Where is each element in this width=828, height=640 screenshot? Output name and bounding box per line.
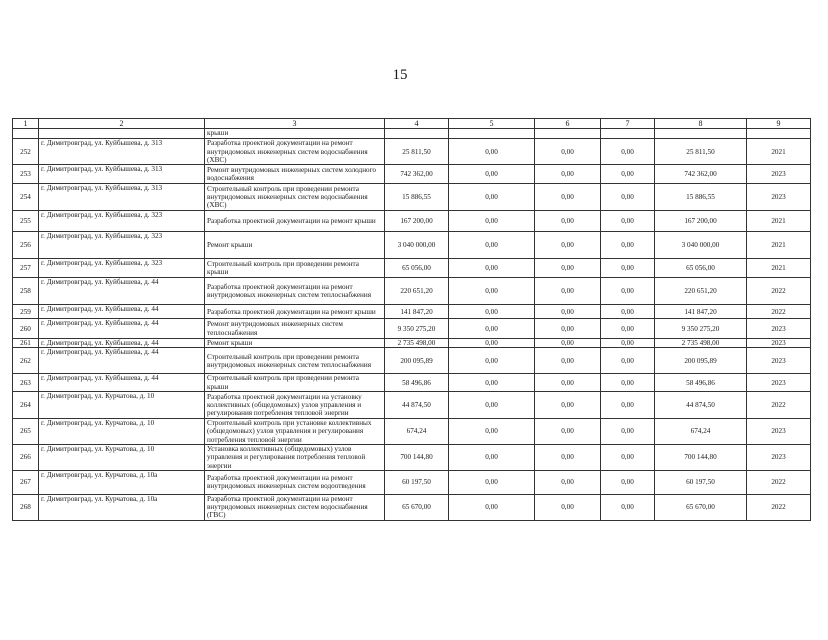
works-table <box>12 118 811 521</box>
row-year: 2021 <box>747 259 811 278</box>
row-value-col6: 0,00 <box>535 444 601 470</box>
row-value-col8: 141 847,20 <box>655 305 747 319</box>
row-work-description: Строительный контроль при проведении ремонта крыши <box>205 259 385 278</box>
row-address: г. Димитровград, ул. Куйбышева, д. 323 <box>39 259 205 278</box>
row-year: 2021 <box>747 232 811 259</box>
row-year: 2023 <box>747 319 811 339</box>
row-value-col5: 0,00 <box>449 232 535 259</box>
row-value-col5: 0,00 <box>449 139 535 165</box>
table-row <box>13 184 811 211</box>
row-total-cost: 3 040 000,00 <box>385 232 449 259</box>
row-number: 263 <box>13 374 39 392</box>
row-value-col7: 0,00 <box>601 374 655 392</box>
row-work-description: Ремонт внутридомовых инженерных систем теплоснабжения <box>205 319 385 339</box>
row-value-col7: 0,00 <box>601 339 655 348</box>
row-value-col7: 0,00 <box>601 184 655 211</box>
row-value-col6: 0,00 <box>535 278 601 305</box>
row-address: г. Димитровград, ул. Курчатова, д. 10а <box>39 470 205 494</box>
row-value-col7: 0,00 <box>601 305 655 319</box>
row-value-col8: 44 874,50 <box>655 392 747 419</box>
row-number: 254 <box>13 184 39 211</box>
row-number: 260 <box>13 319 39 339</box>
row-value-col5: 0,00 <box>449 184 535 211</box>
row-value-col5: 0,00 <box>449 392 535 419</box>
row-total-cost: 700 144,80 <box>385 444 449 470</box>
row-value-col8: 2 735 498,00 <box>655 339 747 348</box>
row-value-col8: 58 496,86 <box>655 374 747 392</box>
row-value-col6: 0,00 <box>535 184 601 211</box>
row-address: г. Димитровград, ул. Куйбышева, д. 44 <box>39 278 205 305</box>
row-value-col7: 0,00 <box>601 419 655 445</box>
row-value-col5: 0,00 <box>449 470 535 494</box>
row-value-col7: 0,00 <box>601 392 655 419</box>
row-year: 2022 <box>747 392 811 419</box>
row-value-col8: 3 040 000,00 <box>655 232 747 259</box>
table-row <box>13 419 811 445</box>
row-value-col6: 0,00 <box>535 339 601 348</box>
row-work-description: Ремонт внутридомовых инженерных систем холодного водоснабжения <box>205 165 385 184</box>
row-number: 257 <box>13 259 39 278</box>
row-number: 259 <box>13 305 39 319</box>
row-number: 262 <box>13 348 39 374</box>
row-value-col5: 0,00 <box>449 339 535 348</box>
row-value-col7: 0,00 <box>601 165 655 184</box>
row-address: г. Димитровград, ул. Курчатова, д. 10 <box>39 419 205 445</box>
row-work-description: Разработка проектной документации на ремонт крыши <box>205 305 385 319</box>
row-year: 2022 <box>747 305 811 319</box>
row-value-col8: 700 144,80 <box>655 444 747 470</box>
row-value-col7: 0,00 <box>601 259 655 278</box>
table-row <box>13 392 811 419</box>
column-number: 6 <box>535 119 601 129</box>
row-total-cost: 65 056,00 <box>385 259 449 278</box>
row-value-col7: 0,00 <box>601 470 655 494</box>
row-year: 2021 <box>747 211 811 232</box>
row-address: г. Димитровград, ул. Куйбышева, д. 44 <box>39 374 205 392</box>
row-address: г. Димитровград, ул. Куйбышева, д. 44 <box>39 348 205 374</box>
column-number-row <box>13 119 811 129</box>
row-value-col6: 0,00 <box>535 139 601 165</box>
row-number: 255 <box>13 211 39 232</box>
row-value-col6: 0,00 <box>535 232 601 259</box>
row-address: г. Димитровград, ул. Куйбышева, д. 313 <box>39 184 205 211</box>
row-value-col6: 0,00 <box>535 165 601 184</box>
row-value-col7: 0,00 <box>601 319 655 339</box>
row-total-cost: 2 735 498,00 <box>385 339 449 348</box>
row-value-col8: 25 811,50 <box>655 139 747 165</box>
row-value-col5: 0,00 <box>449 305 535 319</box>
row-value-col8: 65 670,00 <box>655 494 747 520</box>
table-row <box>13 278 811 305</box>
row-work-description: Установка коллективных (общедомовых) узлов управления и регулирования потребления тепловой энергии <box>205 444 385 470</box>
row-year: 2022 <box>747 278 811 305</box>
row-address: г. Димитровград, ул. Курчатова, д. 10 <box>39 392 205 419</box>
row-value-col8: 220 651,20 <box>655 278 747 305</box>
row-year: 2023 <box>747 374 811 392</box>
row-total-cost: 58 496,86 <box>385 374 449 392</box>
row-total-cost: 167 200,00 <box>385 211 449 232</box>
row-work-description: Разработка проектной документации на ремонт крыши <box>205 211 385 232</box>
row-year: 2023 <box>747 419 811 445</box>
row-total-cost: 220 651,20 <box>385 278 449 305</box>
row-number: 266 <box>13 444 39 470</box>
row-number: 253 <box>13 165 39 184</box>
table-row <box>13 211 811 232</box>
row-number: 261 <box>13 339 39 348</box>
row-total-cost: 15 886,55 <box>385 184 449 211</box>
column-number: 2 <box>39 119 205 129</box>
continuation-text: крыши <box>205 129 385 139</box>
row-total-cost: 9 350 275,20 <box>385 319 449 339</box>
table-row <box>13 319 811 339</box>
row-value-col6: 0,00 <box>535 419 601 445</box>
row-number: 264 <box>13 392 39 419</box>
column-number: 9 <box>747 119 811 129</box>
table-row <box>13 305 811 319</box>
column-number: 4 <box>385 119 449 129</box>
row-value-col8: 674,24 <box>655 419 747 445</box>
row-value-col6: 0,00 <box>535 211 601 232</box>
table-row <box>13 339 811 348</box>
row-work-description: Разработка проектной документации на ремонт внутридомовых инженерных систем водоснабжения (ГВС) <box>205 494 385 520</box>
table-row <box>13 165 811 184</box>
row-value-col8: 9 350 275,20 <box>655 319 747 339</box>
row-value-col5: 0,00 <box>449 165 535 184</box>
row-value-col5: 0,00 <box>449 259 535 278</box>
row-address: г. Димитровград, ул. Куйбышева, д. 44 <box>39 319 205 339</box>
row-value-col7: 0,00 <box>601 139 655 165</box>
row-work-description: Разработка проектной документации на ремонт внутридомовых инженерных систем теплоснабжения <box>205 278 385 305</box>
row-work-description: Строительный контроль при проведении ремонта крыши <box>205 374 385 392</box>
row-value-col8: 65 056,00 <box>655 259 747 278</box>
table-row <box>13 374 811 392</box>
table-row <box>13 232 811 259</box>
column-number: 5 <box>449 119 535 129</box>
row-value-col6: 0,00 <box>535 374 601 392</box>
row-value-col6: 0,00 <box>535 259 601 278</box>
row-number: 267 <box>13 470 39 494</box>
row-value-col7: 0,00 <box>601 211 655 232</box>
row-address: г. Димитровград, ул. Куйбышева, д. 313 <box>39 139 205 165</box>
column-number: 3 <box>205 119 385 129</box>
row-value-col5: 0,00 <box>449 374 535 392</box>
row-number: 268 <box>13 494 39 520</box>
row-work-description: Строительный контроль при проведении ремонта внутридомовых инженерных систем водоснабжения (ХВС) <box>205 184 385 211</box>
row-year: 2022 <box>747 494 811 520</box>
row-total-cost: 44 874,50 <box>385 392 449 419</box>
row-value-col7: 0,00 <box>601 348 655 374</box>
row-year: 2023 <box>747 444 811 470</box>
row-address: г. Димитровград, ул. Куйбышева, д. 44 <box>39 305 205 319</box>
row-value-col7: 0,00 <box>601 232 655 259</box>
row-address: г. Димитровград, ул. Курчатова, д. 10а <box>39 494 205 520</box>
row-value-col6: 0,00 <box>535 494 601 520</box>
row-value-col8: 60 197,50 <box>655 470 747 494</box>
row-value-col6: 0,00 <box>535 319 601 339</box>
row-value-col5: 0,00 <box>449 348 535 374</box>
row-work-description: Ремонт крыши <box>205 339 385 348</box>
continuation-row <box>13 129 811 139</box>
row-value-col8: 15 886,55 <box>655 184 747 211</box>
table-row <box>13 348 811 374</box>
row-value-col5: 0,00 <box>449 494 535 520</box>
row-work-description: Строительный контроль при установке коллективных (общедомовых) узлов управления и регулирования потребления тепловой энергии <box>205 419 385 445</box>
row-address: г. Димитровград, ул. Куйбышева, д. 44 <box>39 339 205 348</box>
row-total-cost: 65 670,00 <box>385 494 449 520</box>
row-year: 2023 <box>747 165 811 184</box>
row-value-col6: 0,00 <box>535 348 601 374</box>
row-year: 2021 <box>747 139 811 165</box>
row-address: г. Димитровград, ул. Куйбышева, д. 313 <box>39 165 205 184</box>
row-number: 256 <box>13 232 39 259</box>
table-row <box>13 139 811 165</box>
row-address: г. Димитровград, ул. Куйбышева, д. 323 <box>39 211 205 232</box>
row-work-description: Строительный контроль при проведении ремонта внутридомовых инженерных систем теплоснабжения <box>205 348 385 374</box>
row-address: г. Димитровград, ул. Курчатова, д. 10 <box>39 444 205 470</box>
row-total-cost: 742 362,00 <box>385 165 449 184</box>
row-value-col6: 0,00 <box>535 470 601 494</box>
row-value-col8: 167 200,00 <box>655 211 747 232</box>
row-value-col5: 0,00 <box>449 319 535 339</box>
row-number: 265 <box>13 419 39 445</box>
row-year: 2023 <box>747 184 811 211</box>
row-value-col7: 0,00 <box>601 494 655 520</box>
row-total-cost: 60 197,50 <box>385 470 449 494</box>
table-row <box>13 470 811 494</box>
row-address: г. Димитровград, ул. Куйбышева, д. 323 <box>39 232 205 259</box>
row-total-cost: 141 847,20 <box>385 305 449 319</box>
row-work-description: Разработка проектной документации на ремонт внутридомовых инженерных систем водоснабжения (ХВС) <box>205 139 385 165</box>
row-number: 252 <box>13 139 39 165</box>
row-year: 2023 <box>747 348 811 374</box>
page-number: 15 <box>392 67 408 83</box>
row-work-description: Ремонт крыши <box>205 232 385 259</box>
row-number: 258 <box>13 278 39 305</box>
row-work-description: Разработка проектной документации на установку коллективных (общедомовых) узлов управления и регулирования потребления тепловой энергии <box>205 392 385 419</box>
row-value-col7: 0,00 <box>601 278 655 305</box>
table-row <box>13 494 811 520</box>
row-value-col8: 200 095,89 <box>655 348 747 374</box>
row-value-col6: 0,00 <box>535 392 601 419</box>
row-year: 2022 <box>747 470 811 494</box>
table-row <box>13 259 811 278</box>
row-total-cost: 200 095,89 <box>385 348 449 374</box>
row-work-description: Разработка проектной документации на ремонт внутридомовых инженерных систем водоотведения <box>205 470 385 494</box>
row-value-col7: 0,00 <box>601 444 655 470</box>
row-value-col5: 0,00 <box>449 211 535 232</box>
row-value-col5: 0,00 <box>449 444 535 470</box>
row-total-cost: 25 811,50 <box>385 139 449 165</box>
row-value-col5: 0,00 <box>449 419 535 445</box>
row-value-col5: 0,00 <box>449 278 535 305</box>
row-year: 2023 <box>747 339 811 348</box>
column-number: 1 <box>13 119 39 129</box>
row-value-col8: 742 362,00 <box>655 165 747 184</box>
row-value-col6: 0,00 <box>535 305 601 319</box>
table-row <box>13 444 811 470</box>
column-number: 8 <box>655 119 747 129</box>
column-number: 7 <box>601 119 655 129</box>
row-total-cost: 674,24 <box>385 419 449 445</box>
